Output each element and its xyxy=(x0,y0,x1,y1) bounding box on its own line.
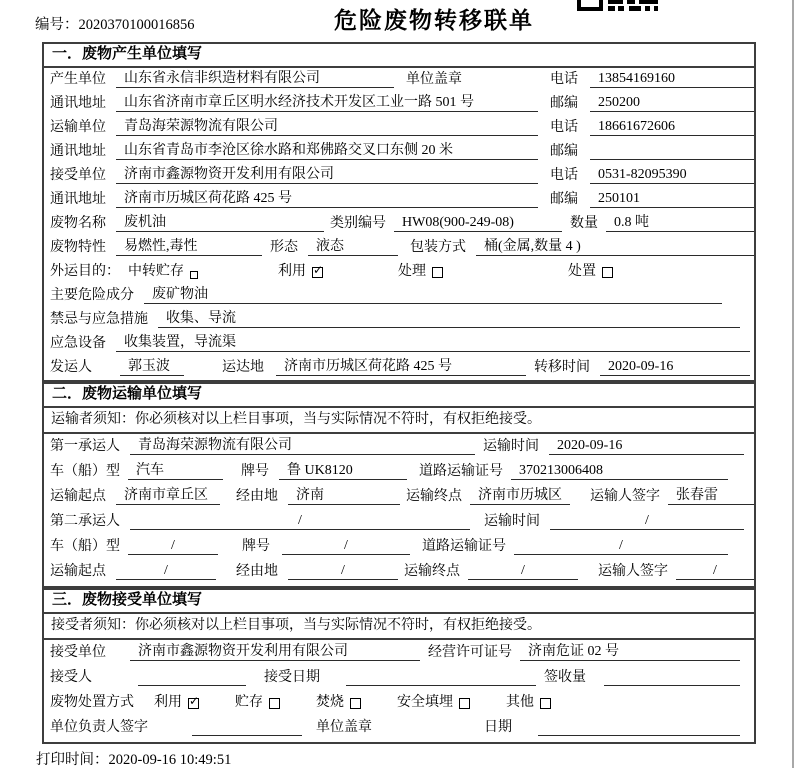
dispose-checkbox xyxy=(602,267,613,278)
accept-person-row xyxy=(44,665,754,690)
disposal-other-checkbox xyxy=(540,698,551,709)
purpose-option-treat-label: 处理 xyxy=(398,264,426,279)
receiver-zip-value: 250101 xyxy=(590,191,754,208)
disposal-utilize-label: 利用 xyxy=(154,695,182,710)
carrier-address-value: 山东省青岛市李沧区徐水路和郑佛路交叉口东侧 20 米 xyxy=(116,139,538,160)
dest1-label: 运输终点 xyxy=(406,489,462,504)
utilize-checkbox: ✓ xyxy=(313,263,324,277)
serial-label: 编号： xyxy=(35,17,79,33)
first-carrier-value: 青岛海荣源物流有限公司 xyxy=(130,434,475,455)
carrier-label: 运输单位 xyxy=(50,120,106,135)
receiver-address-label: 通讯地址 xyxy=(50,192,106,207)
road-permit2-label: 道路运输证号 xyxy=(422,539,506,554)
transport-purpose-row xyxy=(44,260,754,284)
shipper-value: 郭玉波 xyxy=(120,355,184,376)
treat-checkbox xyxy=(432,267,443,278)
sign2-label: 运输人签字 xyxy=(598,564,668,579)
transport-time1-value: 2020-09-16 xyxy=(549,438,744,455)
receiver-seal-label: 单位盖章 xyxy=(316,720,372,735)
waste-form-value: 液态 xyxy=(308,235,398,256)
via1-label: 经由地 xyxy=(236,489,278,504)
producer-zip-label: 邮编 xyxy=(550,96,578,111)
disposal-landfill-label: 安全填埋 xyxy=(397,695,453,710)
destination-label: 运达地 xyxy=(222,360,264,375)
origin2-value: / xyxy=(116,563,216,580)
receiver-phone-value: 0531-82095390 xyxy=(590,167,754,184)
section-transport xyxy=(42,382,756,588)
carrier-phone-value: 18661672606 xyxy=(590,119,754,136)
packing-value: 桶(金属,数量 4 ) xyxy=(476,235,754,256)
origin2-label: 运输起点 xyxy=(50,564,106,579)
leader-sign-label: 单位负责人签字 xyxy=(50,720,148,735)
road-permit1-value: 370213006408 xyxy=(511,463,728,480)
transport-time2-label: 运输时间 xyxy=(484,514,540,529)
carrier-phone-label: 电话 xyxy=(550,120,578,135)
leader-sign-value xyxy=(192,735,302,736)
sign1-label: 运输人签字 xyxy=(590,489,660,504)
unit-seal-label: 单位盖章 xyxy=(406,72,462,87)
via1-value: 济南 xyxy=(288,484,400,505)
waste-form-label: 形态 xyxy=(270,240,298,255)
origin1-value: 济南市章丘区 xyxy=(116,484,220,505)
accept-unit-row xyxy=(44,640,754,665)
producer-zip-value: 250200 xyxy=(590,95,754,112)
sign-date-value xyxy=(538,735,740,736)
transfer-date-value: 2020-09-16 xyxy=(600,359,750,376)
receiver-address-row xyxy=(44,188,754,212)
first-carrier-label: 第一承运人 xyxy=(50,439,120,454)
waste-character-row xyxy=(44,236,754,260)
receiver-phone-label: 电话 xyxy=(550,168,578,183)
plate2-label: 牌号 xyxy=(242,539,270,554)
transport-time1-label: 运输时间 xyxy=(483,439,539,454)
producer-label: 产生单位 xyxy=(50,72,106,87)
waste-name-value: 废机油 xyxy=(116,211,324,232)
section-producer xyxy=(42,42,756,382)
page-title: 危险废物转移联单 xyxy=(334,8,534,33)
purpose-option-storage-label: 中转贮存 xyxy=(128,264,184,279)
road-permit1-label: 道路运输证号 xyxy=(419,464,503,479)
producer-address-label: 通讯地址 xyxy=(50,96,106,111)
waste-name-label: 废物名称 xyxy=(50,216,106,231)
dest1-value: 济南市历城区 xyxy=(470,484,570,505)
first-carrier-row xyxy=(44,434,754,459)
packing-label: 包装方式 xyxy=(410,240,466,255)
accept-person-label: 接受人 xyxy=(50,670,92,685)
disposal-method-row xyxy=(44,690,754,715)
storage-checkbox xyxy=(190,271,198,279)
purpose-option-dispose-label: 处置 xyxy=(568,264,596,279)
carrier-zip-value xyxy=(590,159,754,160)
receiver-row xyxy=(44,164,754,188)
section3-title: 三．废物接受单位填写 xyxy=(44,590,754,614)
producer-value: 山东省永信非织造材料有限公司 xyxy=(116,67,394,88)
vehicle2-value: / xyxy=(128,538,218,555)
producer-phone-value: 13854169160 xyxy=(590,71,754,88)
sign1-value: 张春雷 xyxy=(668,484,754,505)
disposal-storage-label: 贮存 xyxy=(235,695,263,710)
receiver-address-value: 济南市历城区荷花路 425 号 xyxy=(116,187,538,208)
second-carrier-value: / xyxy=(130,513,470,530)
sign-date-label: 日期 xyxy=(484,720,512,735)
sign2-value: / xyxy=(676,563,754,580)
shipper-row xyxy=(44,356,754,380)
dest2-value: / xyxy=(468,563,578,580)
received-amount-value xyxy=(604,685,740,686)
shipper-label: 发运人 xyxy=(50,360,92,375)
second-carrier-row xyxy=(44,509,754,534)
carrier-address-label: 通讯地址 xyxy=(50,144,106,159)
origin1-label: 运输起点 xyxy=(50,489,106,504)
serial-number: 2020370100016856 xyxy=(78,17,195,33)
waste-name-row xyxy=(44,212,754,236)
equipment-label: 应急设备 xyxy=(50,336,106,351)
disposal-other-label: 其他 xyxy=(506,695,534,710)
accept-date-value xyxy=(346,685,536,686)
disposal-incinerate-checkbox xyxy=(350,698,361,709)
taboo-value: 收集、导流 xyxy=(158,307,740,328)
receiver-zip-label: 邮编 xyxy=(550,192,578,207)
carrier-address-row xyxy=(44,140,754,164)
vehicle2-label: 车（船）型 xyxy=(50,539,120,554)
accept-unit-value: 济南市鑫源物资开发利用有限公司 xyxy=(130,640,420,661)
section1-title: 一．废物产生单位填写 xyxy=(44,44,754,68)
plate2-value: / xyxy=(282,538,410,555)
disposal-utilize-checkbox: ✓ xyxy=(189,694,200,708)
receiver-label: 接受单位 xyxy=(50,168,106,183)
purpose-label: 外运目的： xyxy=(50,264,120,279)
disposal-method-label: 废物处置方式 xyxy=(50,695,134,710)
license-label: 经营许可证号 xyxy=(428,645,512,660)
vehicle2-row xyxy=(44,534,754,559)
section-receiver xyxy=(42,588,756,744)
purpose-option-utilize-label: 利用 xyxy=(278,264,306,279)
receiver-value: 济南市鑫源物资开发利用有限公司 xyxy=(116,163,538,184)
waste-character-value: 易燃性,毒性 xyxy=(116,235,262,256)
equipment-value: 收集装置，导流渠 xyxy=(116,331,750,352)
qr-code-icon xyxy=(577,0,658,11)
receiver-notice: 接受者须知：你必须核对以上栏目事项，当与实际情况不符时，有权拒绝接受。 xyxy=(44,614,754,640)
waste-qty-label: 数量 xyxy=(570,216,598,231)
license-value: 济南危证 02 号 xyxy=(520,640,740,661)
road-permit2-value: / xyxy=(514,538,728,555)
waste-character-label: 废物特性 xyxy=(50,240,106,255)
print-time: 打印时间：2020-09-16 10:49:51 xyxy=(36,752,232,768)
hazard-label: 主要危险成分 xyxy=(50,288,134,303)
producer-phone-label: 电话 xyxy=(550,72,578,87)
serial-line xyxy=(35,13,195,34)
carrier-zip-label: 邮编 xyxy=(550,144,578,159)
accept-person-value xyxy=(138,685,246,686)
hazard-component-row xyxy=(44,284,754,308)
route1-row xyxy=(44,484,754,509)
producer-address-value: 山东省济南市章丘区明水经济技术开发区工业一路 501 号 xyxy=(116,91,538,112)
via2-label: 经由地 xyxy=(236,564,278,579)
via2-value: / xyxy=(288,563,398,580)
emergency-equipment-row xyxy=(44,332,754,356)
leader-sign-row xyxy=(44,715,754,740)
waste-qty-value: 0.8 吨 xyxy=(606,211,754,232)
disposal-incinerate-label: 焚烧 xyxy=(316,695,344,710)
route2-row xyxy=(44,559,754,584)
transport-notice: 运输者须知：你必须核对以上栏目事项，当与实际情况不符时，有权拒绝接受。 xyxy=(44,408,754,434)
transport-time2-value: / xyxy=(550,513,744,530)
taboo-measures-row xyxy=(44,308,754,332)
waste-code-value: HW08(900-249-08) xyxy=(394,215,562,232)
vehicle1-label: 车（船）型 xyxy=(50,464,120,479)
producer-address-row xyxy=(44,92,754,116)
second-carrier-label: 第二承运人 xyxy=(50,514,120,529)
producer-row xyxy=(44,68,754,92)
plate1-value: 鲁 UK8120 xyxy=(279,459,407,480)
section2-title: 二．废物运输单位填写 xyxy=(44,384,754,408)
accept-date-label: 接受日期 xyxy=(264,670,320,685)
vehicle1-row xyxy=(44,459,754,484)
hazard-value: 废矿物油 xyxy=(144,283,722,304)
waste-code-label: 类别编号 xyxy=(330,216,386,231)
carrier-row xyxy=(44,116,754,140)
vehicle1-value: 汽车 xyxy=(128,459,223,480)
disposal-landfill-checkbox xyxy=(459,698,470,709)
accept-unit-label: 接受单位 xyxy=(50,645,106,660)
taboo-label: 禁忌与应急措施 xyxy=(50,312,148,327)
plate1-label: 牌号 xyxy=(241,464,269,479)
disposal-storage-checkbox xyxy=(269,698,280,709)
destination-value: 济南市历城区荷花路 425 号 xyxy=(276,355,526,376)
carrier-value: 青岛海荣源物流有限公司 xyxy=(116,115,538,136)
transfer-date-label: 转移时间 xyxy=(534,360,590,375)
right-edge-divider xyxy=(792,0,794,768)
dest2-label: 运输终点 xyxy=(404,564,460,579)
received-amount-label: 签收量 xyxy=(544,670,586,685)
